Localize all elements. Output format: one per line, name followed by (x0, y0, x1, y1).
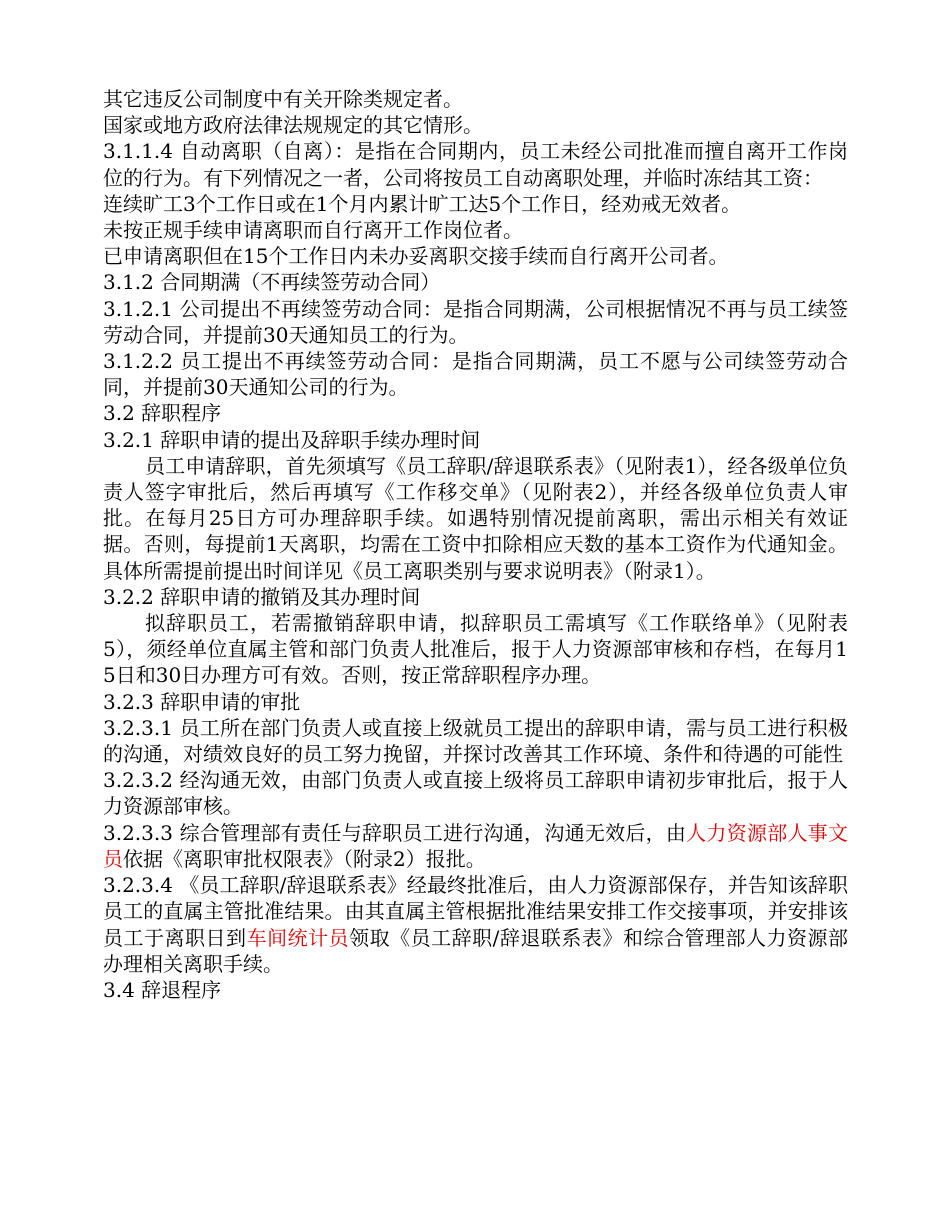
document-paragraph (103, 217, 848, 243)
paragraph-text: 连续旷工3个工作日或在1个月内累计旷工达5个工作日，经劝戒无效者。 (103, 191, 742, 216)
document-paragraph (103, 427, 848, 453)
highlighted-text: 人力资源部人事文员 (103, 820, 849, 871)
paragraph-text: 3.1.1.4 自动离职（自离）：是指在合同期内，员工未经公司批准而擅自离开工作岗位的行为。有下列情况之一者，公司将按员工自动离职处理，并临时冻结其工资： (103, 139, 848, 190)
document-paragraph (103, 872, 848, 977)
document-paragraph (103, 243, 848, 269)
paragraph-text: 3.2.3.4 《员工辞职/辞退联系表》经最终批准后，由人力资源部保存，并告知该辞职员工的直属主管批准结果。由其直属主管根据批准结果安排工作交接事项，并安排该员工于离职日到 (103, 873, 848, 950)
document-paragraph (103, 689, 848, 715)
paragraph-text: 其它违反公司制度中有关开除类规定者。 (103, 87, 463, 111)
paragraph-text: 未按正规手续申请离职而自行离开工作岗位者。 (103, 218, 523, 243)
paragraph-text: 国家或地方政府法律法规规定的其它情形。 (103, 113, 483, 138)
paragraph-text: 3.2.3.2 经沟通无效，由部门负责人或直接上级将员工辞职申请初步审批后，报于人力资源部审核。 (103, 768, 848, 819)
paragraph-text: 拟辞职员工，若需撤销辞职申请，拟辞职员工需填写《工作联络单》（见附表5），须经单位直属主管和部门负责人批准后，报于人力资源部审核和存档，在每月15日和30日办理方可有效。否则，按正常辞职程序办理。 (103, 611, 848, 688)
paragraph-text: 依据《离职审批权限表》（附录2）报批。 (123, 846, 486, 871)
document-paragraph (103, 296, 848, 348)
document-paragraph (103, 86, 848, 112)
document-paragraph (103, 610, 848, 689)
document-paragraph (103, 715, 848, 767)
document-paragraph (103, 348, 848, 400)
paragraph-text: 3.2.3 辞职申请的审批 (103, 689, 301, 714)
paragraph-text: 3.2.3.1 员工所在部门负责人或直接上级就员工提出的辞职申请，需与员工进行积极的沟通，对绩效良好的员工努力挽留，并探讨改善其工作环境、条件和待遇的可能性 (103, 715, 848, 767)
paragraph-text: 3.1.2 合同期满（不再续签劳动合同） (103, 270, 441, 295)
document-paragraph (103, 400, 848, 426)
document-paragraph (103, 269, 848, 295)
paragraph-text: 3.2.3.3 综合管理部有责任与辞职员工进行沟通，沟通无效后，由 (103, 820, 687, 845)
document-paragraph (103, 584, 848, 610)
paragraph-text: 员工申请辞职，首先须填写《员工辞职/辞退联系表》（见附表1），经各级单位负责人签字审批后，然后再填写《工作移交单》（见附表2），并经各级单位负责人审批。在每月25日方可办理辞职手续。如遇特别情况提前离职，需出示相关有效证据。否则，每提前1天离职，均需在工资中扣除相应天数的基本工资作为代通知金。具体所需提前提出时间详见《员工离职类别与要求说明表》（附录1）。 (103, 453, 848, 583)
document-paragraph (103, 820, 848, 872)
paragraph-text: 3.2 辞职程序 (103, 401, 222, 426)
document-paragraph (103, 977, 848, 1003)
paragraph-text: 3.4 辞退程序 (103, 977, 222, 1002)
highlighted-text: 车间统计员 (246, 925, 350, 950)
paragraph-text: 3.2.1 辞职申请的提出及辞职手续办理时间 (103, 427, 481, 452)
document-paragraph (103, 453, 848, 584)
document-paragraph (103, 767, 848, 819)
document-paragraph (103, 112, 848, 138)
paragraph-text: 3.1.2.1 公司提出不再续签劳动合同：是指合同期满，公司根据情况不再与员工续签劳动合同，并提前30天通知员工的行为。 (103, 296, 848, 347)
paragraph-text: 已申请离职但在15个工作日内未办妥离职交接手续而自行离开公司者。 (103, 244, 729, 269)
document-page (103, 86, 848, 1003)
document-paragraph (103, 138, 848, 190)
paragraph-text: 3.2.2 辞职申请的撤销及其办理时间 (103, 584, 421, 609)
paragraph-text: 3.1.2.2 员工提出不再续签劳动合同：是指合同期满，员工不愿与公司续签劳动合同，并提前30天通知公司的行为。 (103, 349, 848, 400)
paragraph-text: 领取《员工辞职/辞退联系表》和综合管理部人力资源部办理相关离职手续。 (103, 925, 849, 976)
document-paragraph (103, 191, 848, 217)
